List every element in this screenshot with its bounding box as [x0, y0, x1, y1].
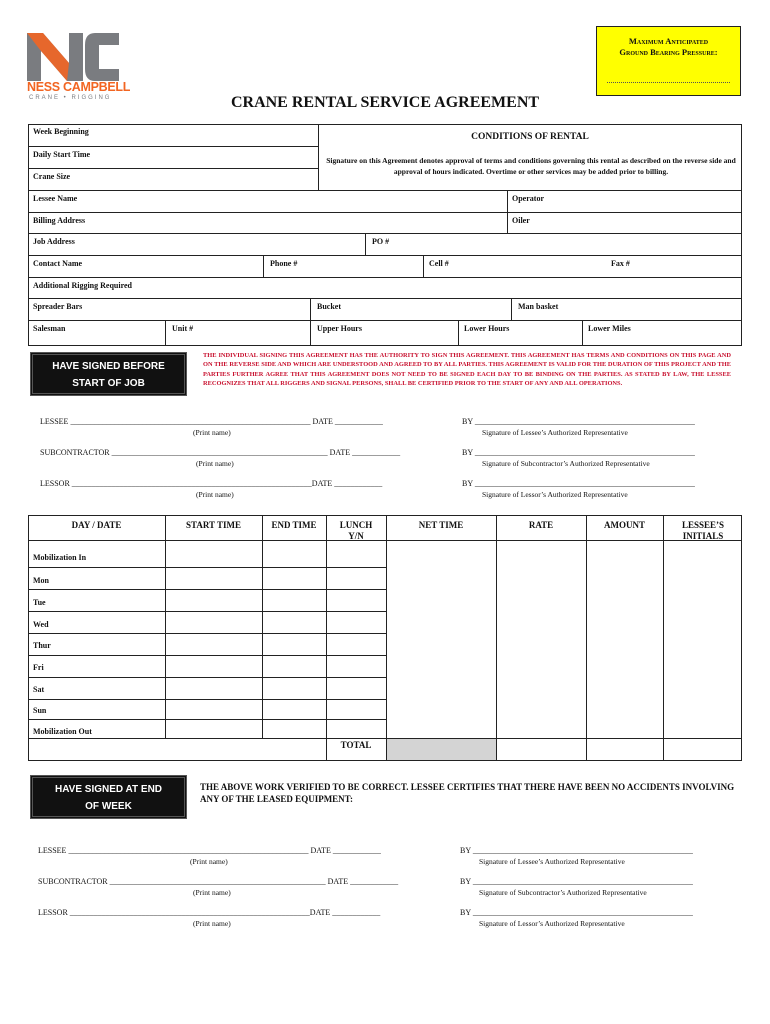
upper-hours-field[interactable]: Upper Hours	[317, 324, 362, 333]
total-net-time-cell	[387, 739, 496, 760]
lessee-name-field[interactable]: Lessee Name	[33, 194, 78, 203]
lessor-by-line[interactable]: BY _______________________________________________________	[462, 479, 695, 488]
row-mobilization-out: Mobilization Out	[33, 727, 92, 736]
col-lunch: LUNCH Y/N	[339, 520, 373, 541]
end-lessee-rep-label: Signature of Lessee’s Authorized Representative	[479, 857, 625, 866]
signed-before-start-banner: HAVE SIGNED BEFORE START OF JOB	[30, 352, 187, 396]
cell-field[interactable]: Cell #	[429, 259, 449, 268]
row-mobilization-in: Mobilization In	[33, 553, 87, 562]
print-name-label: (Print name)	[196, 490, 234, 499]
col-end-time: END TIME	[271, 520, 317, 530]
end-lessor-signature-line[interactable]: LESSOR ____________________________________________________________DATE ____________	[38, 908, 381, 917]
print-name-label: (Print name)	[190, 857, 228, 866]
conditions-text: Signature on this Agreement denotes approval of terms and conditions governing this rental as described on the reverse side and approval of hours indicated. Overtime or other services may be added prior to billing.	[326, 156, 736, 176]
job-address-field[interactable]: Job Address	[33, 237, 75, 246]
week-beginning-field[interactable]: Week Beginning	[33, 127, 89, 136]
logo-mark	[27, 33, 119, 81]
end-subcontractor-rep-label: Signature of Subcontractor’s Authorized Representative	[479, 888, 647, 897]
billing-address-field[interactable]: Billing Address	[33, 216, 86, 225]
man-basket-field[interactable]: Man basket	[518, 302, 559, 311]
row-tue: Tue	[33, 598, 46, 607]
operator-field[interactable]: Operator	[512, 194, 544, 203]
row-mon: Mon	[33, 576, 49, 585]
signed-end-of-week-banner: HAVE SIGNED AT END OF WEEK	[30, 775, 187, 819]
subcontractor-by-line[interactable]: BY _______________________________________________________	[462, 448, 695, 457]
row-sat: Sat	[33, 685, 45, 694]
end-lessor-by-line[interactable]: BY _______________________________________________________	[460, 908, 693, 917]
lessor-signature-line[interactable]: LESSOR ____________________________________________________________DATE ____________	[40, 479, 383, 488]
salesman-field[interactable]: Salesman	[33, 324, 66, 333]
col-lessee-initials: LESSEE’S INITIALS	[681, 520, 725, 541]
subcontractor-signature-line[interactable]: SUBCONTRACTOR ______________________________________________________ DATE ____________	[40, 448, 401, 457]
lower-hours-field[interactable]: Lower Hours	[464, 324, 510, 333]
logo-tagline: CRANE • RIGGING	[29, 95, 112, 101]
end-lessee-by-line[interactable]: BY _______________________________________________________	[460, 846, 693, 855]
page-title: CRANE RENTAL SERVICE AGREEMENT	[230, 94, 540, 111]
col-start-time: START TIME	[186, 520, 241, 530]
end-subcontractor-signature-line[interactable]: SUBCONTRACTOR ______________________________________________________ DATE ____________	[38, 877, 399, 886]
lessor-rep-label: Signature of Lessor’s Authorized Representative	[482, 490, 628, 499]
crane-size-field[interactable]: Crane Size	[33, 172, 71, 181]
lessee-signature-line[interactable]: LESSEE ____________________________________________________________ DATE ____________	[40, 417, 383, 426]
time-table	[28, 515, 742, 761]
ground-bearing-box[interactable]	[596, 26, 741, 96]
col-day-date: DAY / DATE	[71, 520, 122, 530]
ground-bearing-fill-line	[607, 82, 730, 83]
lower-miles-field[interactable]: Lower Miles	[588, 324, 631, 333]
print-name-label: (Print name)	[193, 428, 231, 437]
spreader-bars-field[interactable]: Spreader Bars	[33, 302, 83, 311]
fax-field[interactable]: Fax #	[611, 259, 630, 268]
row-wed: Wed	[33, 620, 49, 629]
conditions-title: CONDITIONS OF RENTAL	[471, 132, 589, 142]
company-logo	[27, 33, 131, 103]
ground-bearing-line1: Maximum Anticipated	[628, 36, 709, 46]
row-fri: Fri	[33, 663, 44, 672]
logo-brand: NESS CAMPBELL	[27, 80, 131, 94]
end-lessee-signature-line[interactable]: LESSEE ____________________________________________________________ DATE ____________	[38, 846, 381, 855]
total-label: TOTAL	[340, 740, 372, 750]
lessee-by-line[interactable]: BY _______________________________________________________	[462, 417, 695, 426]
col-rate: RATE	[528, 520, 554, 530]
col-amount: AMOUNT	[604, 520, 645, 530]
col-net-time: NET TIME	[418, 520, 464, 530]
contact-name-field[interactable]: Contact Name	[33, 259, 83, 268]
lessee-rep-label: Signature of Lessee’s Authorized Representative	[482, 428, 628, 437]
print-name-label: (Print name)	[196, 459, 234, 468]
print-name-label: (Print name)	[193, 888, 231, 897]
verification-statement: THE ABOVE WORK VERIFIED TO BE CORRECT. LESSEE CERTIFIES THAT THERE HAVE BEEN NO ACCIDENTS INVOLVING ANY OF THE LEASED EQUIPMENT:	[200, 782, 735, 804]
daily-start-time-field[interactable]: Daily Start Time	[33, 150, 91, 159]
po-field[interactable]: PO #	[372, 237, 390, 246]
row-thur: Thur	[33, 641, 51, 650]
end-subcontractor-by-line[interactable]: BY _______________________________________________________	[460, 877, 693, 886]
additional-rigging-field[interactable]: Additional Rigging Required	[33, 281, 132, 290]
authority-warning: THE INDIVIDUAL SIGNING THIS AGREEMENT HAS THE AUTHORITY TO SIGN THIS AGREEMENT. THIS AGREEMENT HAS TERMS AND CONDITIONS ON THIS PAGE AND ON THE REVERSE SIDE AND WHICH ARE UNDERSTOOD AND AGREED TO BY ALL PARTIES. THIS AGREEMENT IS VALID FOR THE DURATION OF THIS PROJECT AND THE PARTIES FURTHER AGREE THAT THIS AGREEMENT DOES NOT NEED TO BE SIGNED EACH DAY TO BE BINDING ON THE PARTIES. AS STATED BY LAW, THE LESSEE RECOGNIZES THAT ALL RIGGERS AND SIGNAL PERSONS, SHALL BE CERTIFIED PRIOR TO THE START OF ANY AND ALL OPERATIONS.	[203, 352, 731, 387]
end-lessor-rep-label: Signature of Lessor’s Authorized Representative	[479, 919, 625, 928]
unit-field[interactable]: Unit #	[172, 324, 194, 333]
phone-field[interactable]: Phone #	[270, 259, 298, 268]
ground-bearing-line2: Ground Bearing Pressure:	[619, 47, 718, 57]
row-sun: Sun	[33, 706, 47, 715]
bucket-field[interactable]: Bucket	[317, 302, 341, 311]
subcontractor-rep-label: Signature of Subcontractor’s Authorized Representative	[482, 459, 650, 468]
oiler-field[interactable]: Oiler	[512, 216, 530, 225]
print-name-label: (Print name)	[193, 919, 231, 928]
